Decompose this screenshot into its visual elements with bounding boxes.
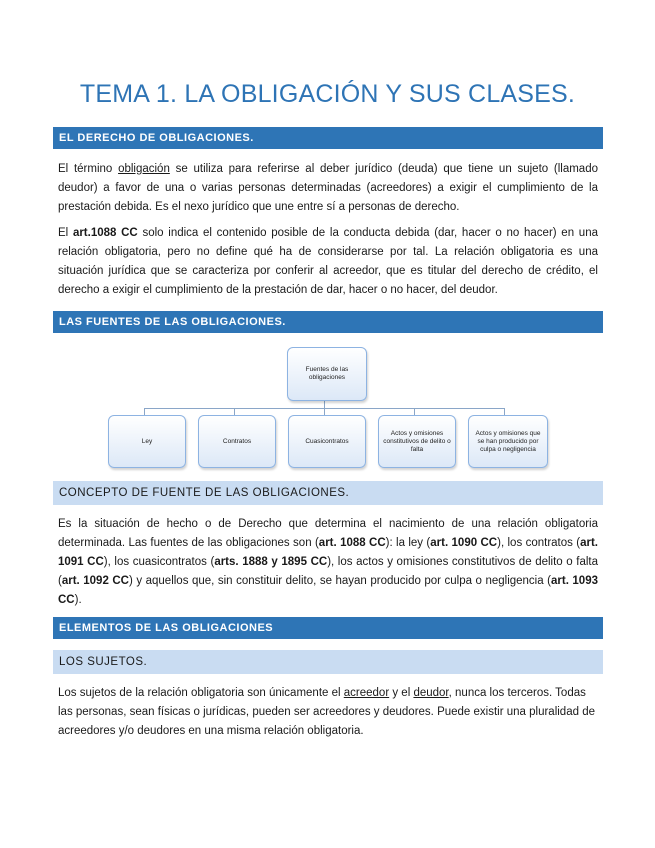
connector-line bbox=[324, 408, 325, 415]
text-run: Los sujetos de la relación obligatoria son únicamente el bbox=[58, 687, 344, 699]
bold-reference: art. 1093 CC bbox=[58, 575, 598, 606]
text-run: solo indica el contenido posible de la conducta debida (dar, hacer o no hacer) en una relación obligatoria, pero no define qué ha de considerarse por tal. La relación obligatoria es una situación jurídica que se caracteriza por conferir al acreedor, que es titular del derecho de crédito, el derecho a exigir el cumplimiento de la prestación de dar, hacer o no hacer, del deudor. bbox=[58, 227, 598, 296]
sources-diagram bbox=[106, 347, 551, 469]
diagram-child-box: Cuasicontratos bbox=[288, 415, 366, 468]
bold-reference: art. 1091 CC bbox=[58, 537, 598, 568]
diagram-child-box: Ley bbox=[108, 415, 186, 468]
text-run: ), los contratos ( bbox=[497, 537, 581, 549]
bold-reference: art. 1090 CC bbox=[430, 537, 498, 549]
subsection-heading-sujetos: LOS SUJETOS. bbox=[53, 650, 603, 674]
section-heading-fuentes: LAS FUENTES DE LAS OBLIGACIONES. bbox=[53, 311, 603, 333]
paragraph-sujetos bbox=[58, 684, 598, 741]
underlined-term: acreedor bbox=[343, 687, 390, 699]
section-heading-derecho: EL DERECHO DE OBLIGACIONES. bbox=[53, 127, 603, 149]
connector-line bbox=[234, 408, 235, 415]
subsection-heading-concepto: CONCEPTO DE FUENTE DE LAS OBLIGACIONES. bbox=[53, 481, 603, 505]
paragraph-obligacion bbox=[58, 160, 598, 217]
section-heading-elementos: ELEMENTOS DE LAS OBLIGACIONES bbox=[53, 617, 603, 639]
paragraph-art1088 bbox=[58, 224, 598, 300]
diagram-child-box: Actos y omisiones que se han producido por culpa o negligencia bbox=[468, 415, 548, 468]
underlined-term: deudor bbox=[413, 687, 449, 699]
text-run: ), los cuasicontratos ( bbox=[103, 556, 215, 568]
connector-line bbox=[324, 401, 325, 408]
text-run: El término bbox=[58, 163, 119, 175]
connector-line bbox=[414, 408, 415, 415]
text-run: ). bbox=[74, 594, 82, 606]
diagram-child-box: Contratos bbox=[198, 415, 276, 468]
text-run: se utiliza para referirse al deber jurídico (deuda) que tiene un sujeto (llamado deudor) a favor de una o varias personas determinadas (acreedores) a exigir el cumplimiento de la prestación debida. Es el nexo jurídico que une entre sí a personas de derecho. bbox=[58, 163, 598, 213]
bold-reference: art. 1088 CC bbox=[318, 537, 386, 549]
text-run: ), los actos y omisiones constitutivos de delito o falta ( bbox=[58, 556, 599, 587]
text-run: ) y aquellos que, sin constituir delito, se hayan producido por culpa o negligencia ( bbox=[128, 575, 551, 587]
bold-reference: art.1088 CC bbox=[72, 227, 138, 239]
text-run: , nunca los terceros. Todas las personas, sean físicas o jurídicas, pueden ser acreedores y deudores. Puede existir una pluralidad de acreedores y/o deudores en una misma relación obligatoria. bbox=[58, 687, 595, 737]
bold-reference: art. 1092 CC bbox=[61, 575, 129, 587]
diagram-child-box: Actos y omisiones constitutivos de delito o falta bbox=[378, 415, 456, 468]
diagram-root-box: Fuentes de las obligaciones bbox=[287, 347, 367, 401]
text-run: ): la ley ( bbox=[385, 537, 431, 549]
paragraph-concepto bbox=[58, 515, 598, 610]
text-run: Es la situación de hecho o de Derecho que determina el nacimiento de una relación obligatoria determinada. Las fuentes de las obligaciones son ( bbox=[58, 518, 598, 549]
connector-line bbox=[504, 408, 505, 415]
connector-line bbox=[144, 408, 145, 415]
page-title: TEMA 1. LA OBLIGACIÓN Y SUS CLASES. bbox=[79, 80, 576, 108]
text-run: y el bbox=[389, 687, 414, 699]
bold-reference: arts. 1888 y 1895 CC bbox=[214, 556, 328, 568]
underlined-term: obligación bbox=[118, 163, 170, 175]
text-run: El bbox=[58, 227, 73, 239]
